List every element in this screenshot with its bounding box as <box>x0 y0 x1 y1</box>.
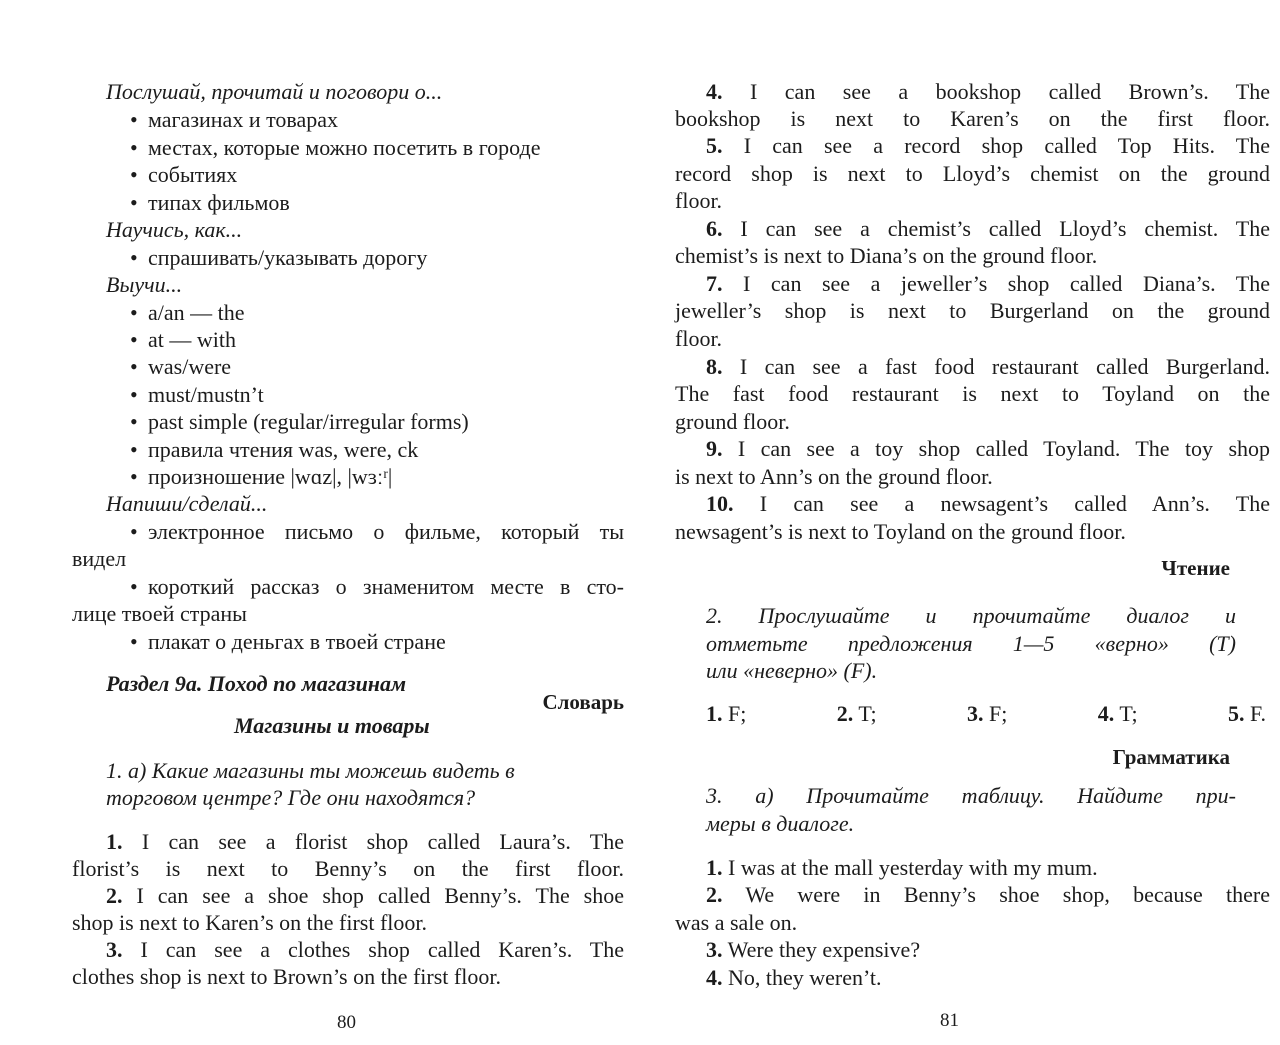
answer-line: chemist’s is next to Diana’s on the ground floor. <box>675 243 1098 268</box>
answer-line: newsagent’s is next to Toyland on the ground floor. <box>675 519 1126 544</box>
grammar-label: Грамматика <box>1112 745 1230 769</box>
goal-item: • типах фильмов <box>130 189 290 217</box>
unit-title: Раздел 9a. Поход по магазинам <box>106 671 407 696</box>
answer-line: shop is next to Karen’s on the first floor. <box>72 910 428 935</box>
tf-answer: 3. F; <box>967 701 1008 726</box>
write-item-cont: лице твоей страны <box>72 601 247 626</box>
page-number-right: 81 <box>940 1010 959 1031</box>
write-heading: Напиши/сделай... <box>106 491 268 516</box>
answer-line: clothes shop is next to Brown’s on the first floor. <box>72 964 501 989</box>
answer-line: 9. I can see a toy shop called Toyland. The toy shop <box>706 436 1271 461</box>
goal-item: • местах, которые можно посетить в городе <box>130 134 541 162</box>
learn-item: • спрашивать/указывать дорогу <box>130 244 427 272</box>
practice-item: • past simple (regular/irregular forms) <box>130 408 469 436</box>
answer-line: ground floor. <box>675 409 790 434</box>
practice-item: • at — with <box>130 326 236 354</box>
task-3-instruction: меры в диалоге. <box>706 811 855 836</box>
practice-heading: Выучи... <box>106 272 183 297</box>
example-line: 3. Were they expensive? <box>706 937 921 962</box>
true-false-answers <box>706 701 1266 727</box>
practice-item: • произношение |wɑz|, |wɜːʳ| <box>130 463 392 491</box>
answer-line: 7. I can see a jeweller’s shop called Diana’s. The <box>706 271 1271 296</box>
goal-item: • магазинах и товарах <box>130 106 338 134</box>
answer-line: bookshop is next to Karen’s on the first floor. <box>675 106 1270 131</box>
vocab-label: Словарь <box>542 690 624 714</box>
practice-item: • must/mustn’t <box>130 381 264 409</box>
answer-line: 4. I can see a bookshop called Brown’s. The <box>706 79 1270 104</box>
tf-answer: 2. T; <box>836 701 877 726</box>
section-title: Магазины и товары <box>234 713 430 738</box>
example-line: 2. We were in Benny’s shoe shop, because there <box>706 882 1270 907</box>
tf-answer: 1. F; <box>706 701 747 726</box>
answer-line: 1. I can see a florist shop called Laura’s. The <box>106 829 624 854</box>
task-2-instruction: или «неверно» (F). <box>706 658 878 683</box>
write-item: • плакат о деньгах в твоей стране <box>130 628 446 656</box>
write-item: • электронное письмо о фильме, который ты <box>130 518 624 546</box>
answer-line: floor. <box>675 188 723 213</box>
task-1-instruction: 1. а) Какие магазины ты можешь видеть в <box>106 758 515 783</box>
answer-line: 3. I can see a clothes shop called Karen’s. The <box>106 937 624 962</box>
practice-item: • a/an — the <box>130 299 245 327</box>
page-right <box>640 0 1280 1045</box>
goals-intro: Послушай, прочитай и поговори о... <box>106 79 443 104</box>
answer-line: 2. I can see a shoe shop called Benny’s. The shoe <box>106 883 624 908</box>
example-line: 4. No, they weren’t. <box>706 965 882 990</box>
write-item-cont: видел <box>72 546 127 571</box>
answer-line: 6. I can see a chemist’s called Lloyd’s chemist. The <box>706 216 1271 241</box>
task-2-instruction: отметьте предложения 1—5 «верно» (T) <box>706 631 1236 656</box>
write-item: • короткий рассказ о знаменитом месте в сто- <box>130 573 624 601</box>
answer-line: florist’s is next to Benny’s on the first floor. <box>72 856 624 881</box>
answer-line: floor. <box>675 326 723 351</box>
answer-line: 5. I can see a record shop called Top Hits. The <box>706 133 1270 158</box>
tf-answer: 5. F. <box>1228 701 1266 726</box>
answer-line: jeweller’s shop is next to Burgerland on the ground <box>675 298 1270 323</box>
task-2-instruction: 2. Прослушайте и прочитайте диалог и <box>706 603 1236 628</box>
page-number-left: 80 <box>337 1012 356 1033</box>
answer-line: record shop is next to Lloyd’s chemist on the ground <box>675 161 1270 186</box>
answer-line: is next to Ann’s on the ground floor. <box>675 464 993 489</box>
practice-item: • was/were <box>130 353 231 381</box>
task-1-instruction: торговом центре? Где они находятся? <box>106 785 476 810</box>
practice-item: • правила чтения was, were, ck <box>130 436 418 464</box>
goal-item: • событиях <box>130 161 237 189</box>
task-3-instruction: 3. а) Прочитайте таблицу. Найдите при- <box>706 783 1236 808</box>
reading-label: Чтение <box>1161 556 1230 580</box>
answer-line: 8. I can see a fast food restaurant called Burgerland. <box>706 354 1270 379</box>
example-line: 1. I was at the mall yesterday with my mum. <box>706 855 1098 880</box>
example-line: was a sale on. <box>675 910 798 935</box>
answer-line: The fast food restaurant is next to Toyland on the <box>675 381 1270 406</box>
tf-answer: 4. T; <box>1097 701 1138 726</box>
learn-heading: Научись, как... <box>106 217 243 242</box>
answer-line: 10. I can see a newsagent’s called Ann’s. The <box>706 491 1270 516</box>
